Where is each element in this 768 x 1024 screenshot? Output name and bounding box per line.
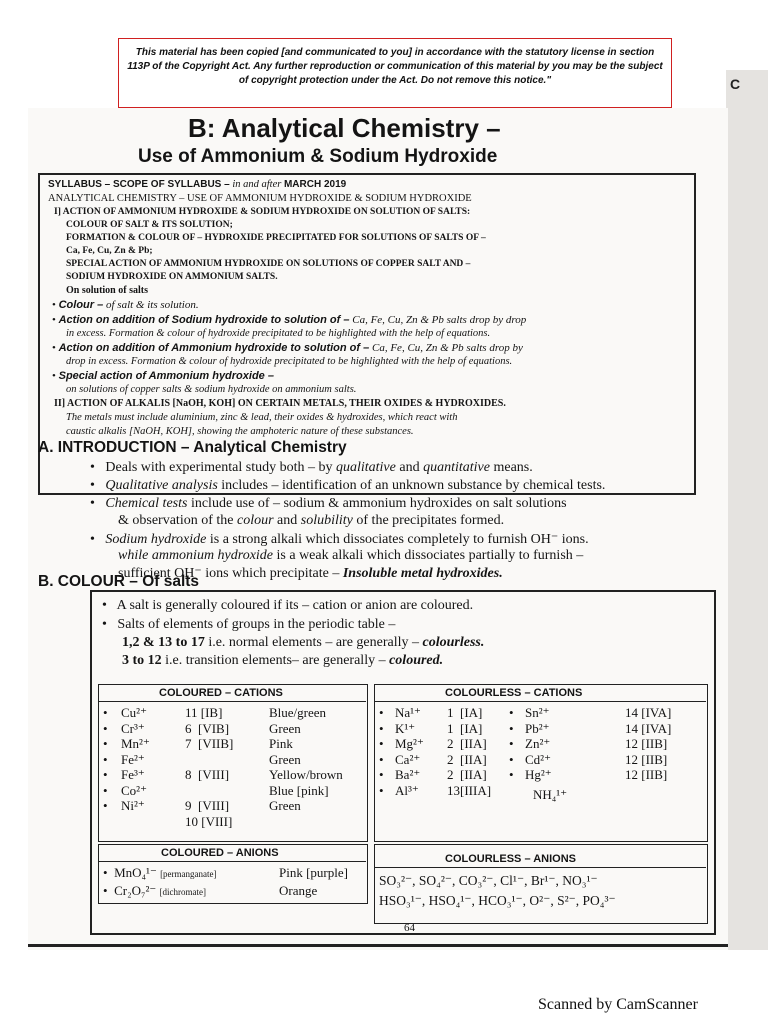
colourless-cations-table xyxy=(374,684,708,842)
page-bottom-rule xyxy=(28,944,728,947)
ammonium-ion: NH₄¹⁺ xyxy=(533,787,568,802)
intro-point-cont: & observation of the colour and solubility of the precipitates formed. xyxy=(118,513,505,528)
page-number: 64 xyxy=(404,922,415,934)
intro-point: • Sodium hydroxide is a strong alkali which dissociates completely to furnish OH⁻ ions. xyxy=(90,532,589,547)
intro-point-cont: sufficient OH⁻ ions which precipitate – Insoluble metal hydroxides. xyxy=(118,566,503,581)
syllabus-line: I] ACTION OF AMMONIUM HYDROXIDE & SODIUM HYDROXIDE ON SOLUTION OF SALTS: xyxy=(54,207,471,217)
anion-row: • Cr₂O₇²⁻ [dichromate] xyxy=(103,883,207,898)
colour-point: • A salt is generally coloured if its – cation or anion are coloured. xyxy=(102,598,474,613)
scanner-watermark: Scanned by CamScanner xyxy=(538,996,698,1013)
intro-point: • Chemical tests include use of – sodium & ammonium hydroxides on salt solutions xyxy=(90,496,567,511)
colour-point-cont: 1,2 & 13 to 17 i.e. normal elements – are generally – colourless. xyxy=(122,635,485,650)
bullet-column: • • • • • • • xyxy=(103,705,108,813)
bullet-column: • • • • • • xyxy=(379,705,384,798)
syllabus-line: FORMATION & COLOUR OF – HYDROXIDE PRECIPITATED FOR SOLUTIONS OF SALTS OF – xyxy=(66,233,486,243)
anion-colour: Orange xyxy=(279,883,318,898)
table-divider xyxy=(375,867,706,868)
syllabus-bullet: • Colour – of salt & its solution. xyxy=(52,299,199,311)
colour-point-cont: 3 to 12 i.e. transition elements– are generally – coloured. xyxy=(122,653,444,668)
syllabus-line: On solution of salts xyxy=(66,285,148,296)
syllabus-line: caustic alkalis [NaOH, KOH], showing the amphoteric nature of these substances. xyxy=(66,426,414,437)
adjacent-page-edge xyxy=(726,70,768,950)
intro-point: • Qualitative analysis includes – identification of an unknown substance by chemical tests. xyxy=(90,478,606,493)
syllabus-line: II] ACTION OF ALKALIS [NaOH, KOH] ON CERTAIN METALS, THEIR OXIDES & HYDROXIDES. xyxy=(54,398,506,409)
syllabus-line: SPECIAL ACTION OF AMMONIUM HYDROXIDE ON SOLUTIONS OF COPPER SALT AND – xyxy=(66,259,471,269)
table-divider xyxy=(99,701,366,702)
anion-list: SO₃²⁻, SO₄²⁻, CO₃²⁻, Cl¹⁻, Br¹⁻, NO₃¹⁻ xyxy=(379,873,598,888)
colour-heading: B. COLOUR – Of salts xyxy=(38,573,200,590)
table-header: COLOURED – CATIONS xyxy=(159,687,283,699)
syllabus-line: COLOUR OF SALT & ITS SOLUTION; xyxy=(66,220,233,230)
syllabus-bullet: • Action on addition of Sodium hydroxide to solution of – Ca, Fe, Cu, Zn & Pb salts drop by drop xyxy=(52,314,527,326)
cation-ions: Sn²⁺ Pb²⁺ Zn²⁺ Cd²⁺ Hg²⁺ xyxy=(525,705,552,782)
cation-groups: 1 [IA] 1 [IA] 2 [IIA] 2 [IIA] 2 [IIA] 13[IIIA] xyxy=(447,705,492,798)
table-divider xyxy=(99,861,366,862)
syllabus-line: drop in excess. Formation & colour of hydroxide precipitated to be highlighted with the help of equations. xyxy=(66,356,513,367)
coloured-anions-table xyxy=(98,844,368,904)
copyright-notice: This material has been copied [and communicated to you] in accordance with the statutory license in section 113P of the Copyright Act. Any further reproduction or communication of this material by you may be the subject of copyright protection under the Act. Do not remove this notice." xyxy=(118,38,672,108)
cation-ions: Na¹⁺ K¹⁺ Mg²⁺ Ca²⁺ Ba²⁺ Al³⁺ xyxy=(395,705,424,798)
cation-groups: 11 [IB] 6 [VIB] 7 [VIIB] 8 [VIII] 9 [VIII] 10 [VIII] xyxy=(185,705,234,829)
syllabus-bullet: • Action on addition of Ammonium hydroxide to solution of – Ca, Fe, Cu, Zn & Pb salts drop by xyxy=(52,342,523,354)
syllabus-line: Ca, Fe, Cu, Zn & Pb; xyxy=(66,246,153,256)
coloured-cations-table xyxy=(98,684,368,842)
table-header: COLOURED – ANIONS xyxy=(161,847,279,859)
table-header: COLOURLESS – CATIONS xyxy=(445,687,583,699)
colour-box xyxy=(90,590,716,935)
syllabus-line: The metals must include aluminium, zinc & lead, their oxides & hydroxides, which react with xyxy=(66,412,458,423)
syllabus-line: SODIUM HYDROXIDE ON AMMONIUM SALTS. xyxy=(66,272,278,282)
syllabus-line: ANALYTICAL CHEMISTRY – USE OF AMMONIUM HYDROXIDE & SODIUM HYDROXIDE xyxy=(48,193,472,204)
intro-point: • Deals with experimental study both – by qualitative and quantitative means. xyxy=(90,460,533,475)
cation-colours: Blue/green Green Pink Green Yellow/brown Blue [pink] Green xyxy=(269,705,343,813)
page-title: B: Analytical Chemistry – xyxy=(188,113,501,143)
cation-groups: 14 [IVA] 14 [IVA] 12 [IIB] 12 [IIB] 12 [IIB] xyxy=(625,705,672,782)
colourless-anions-table xyxy=(374,844,708,924)
syllabus-line: on solutions of copper salts & sodium hydroxide on ammonium salts. xyxy=(66,384,357,395)
intro-heading: A. INTRODUCTION – Analytical Chemistry xyxy=(38,439,347,456)
adjacent-page-letter: C xyxy=(730,76,741,92)
bullet-column: • • • • • xyxy=(509,705,514,782)
anion-colour: Pink [purple] xyxy=(279,865,348,880)
cation-ions: Cu²⁺ Cr³⁺ Mn²⁺ Fe²⁺ Fe³⁺ Co²⁺ Ni²⁺ xyxy=(121,705,150,813)
table-divider xyxy=(375,701,706,702)
anion-row: • MnO₄¹⁻ [permanganate] xyxy=(103,865,217,880)
table-header: COLOURLESS – ANIONS xyxy=(445,853,576,865)
colour-point: • Salts of elements of groups in the periodic table – xyxy=(102,617,396,632)
anion-list: HSO₃¹⁻, HSO₄¹⁻, HCO₃¹⁻, O²⁻, S²⁻, PO₄³⁻ xyxy=(379,893,616,908)
syllabus-line: in excess. Formation & colour of hydroxide precipitated to be highlighted with the help of equations. xyxy=(66,328,491,339)
intro-point-cont: while ammonium hydroxide is a weak alkali which dissociates partially to furnish – xyxy=(118,548,584,563)
syllabus-bullet: • Special action of Ammonium hydroxide – xyxy=(52,370,274,382)
syllabus-heading: SYLLABUS – SCOPE OF SYLLABUS – in and after MARCH 2019 xyxy=(48,179,347,190)
page-subtitle: Use of Ammonium & Sodium Hydroxide xyxy=(138,146,498,167)
